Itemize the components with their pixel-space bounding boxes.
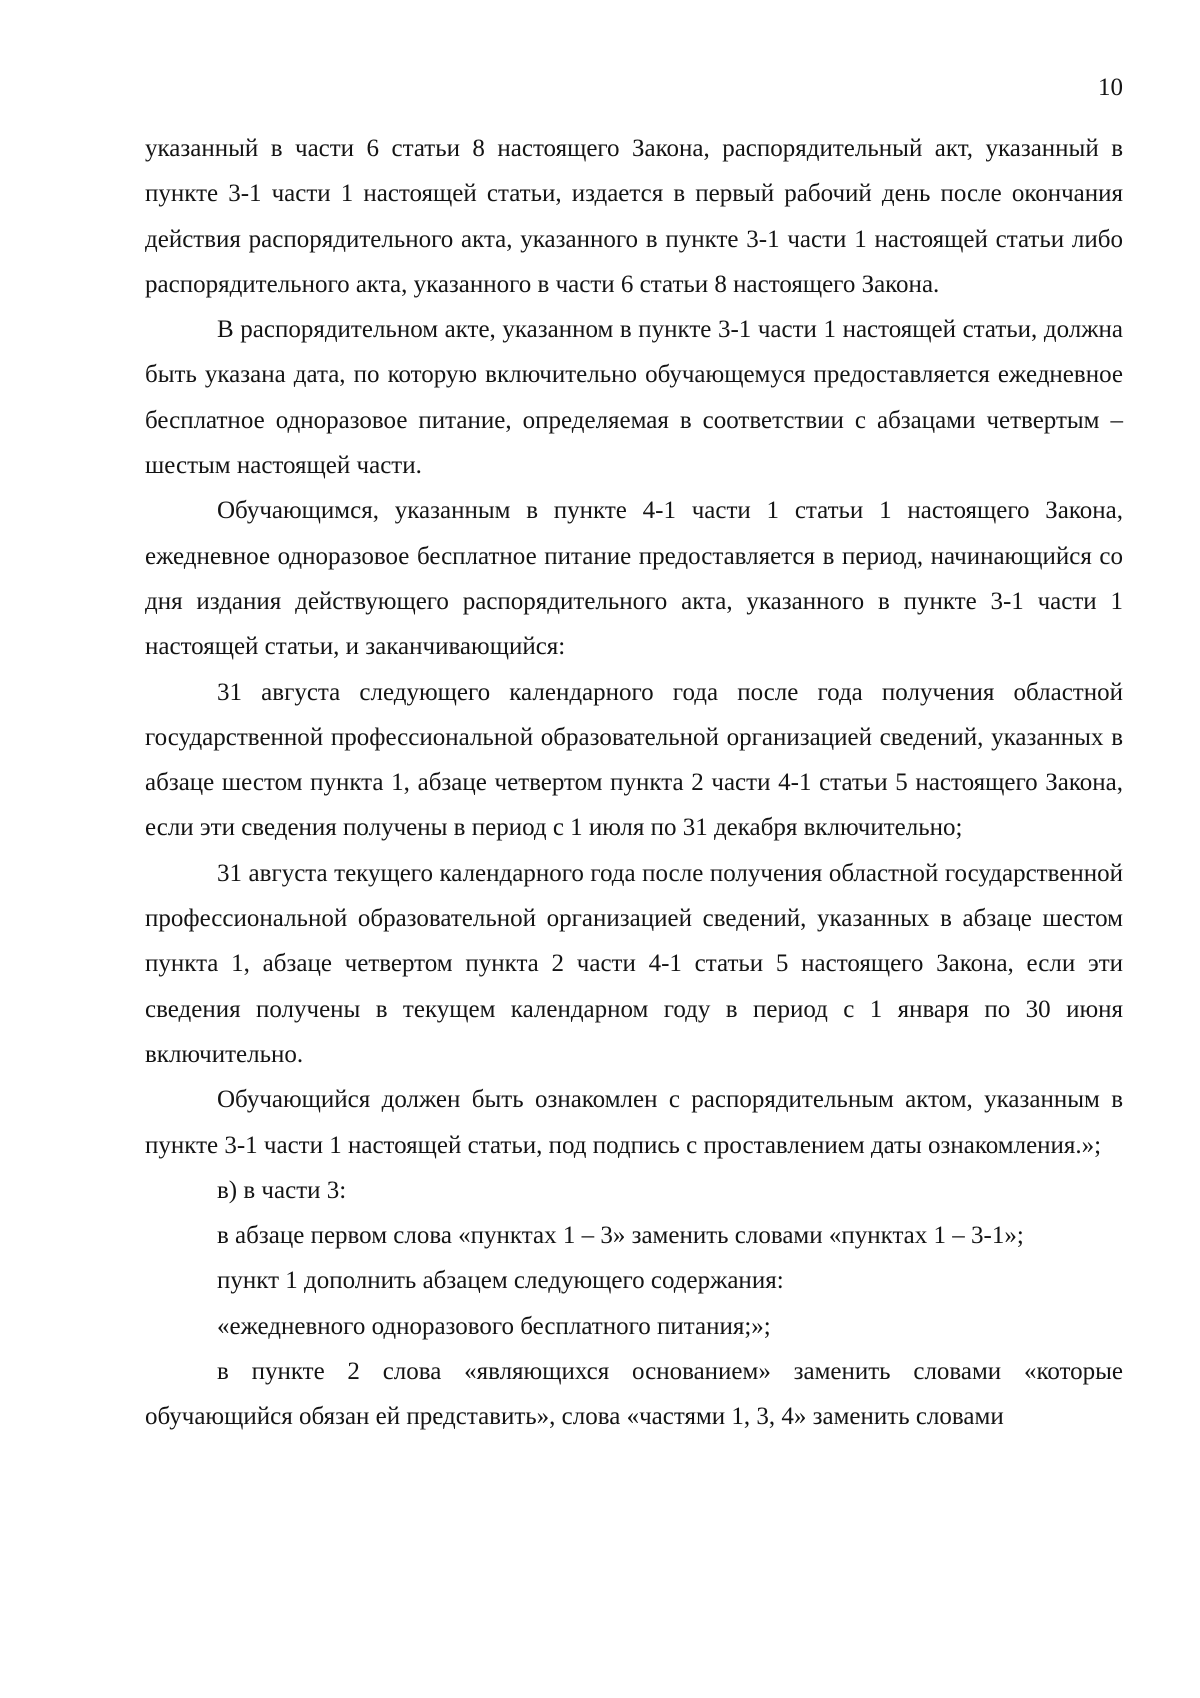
paragraph-acquaintance: Обучающийся должен быть ознакомлен с распорядительным актом, указанным в пункте 3-1 части 1 настоящей статьи, под подпись с проставлением даты ознакомления.»; <box>145 1086 1123 1159</box>
paragraph-first-abzac: в абзаце первом слова «пунктах 1 – 3» заменить словами «пунктах 1 – 3-1»; <box>217 1222 1024 1250</box>
paragraph-continuation: указанный в части 6 статьи 8 настоящего Закона, распорядительный акт, указанный в пункте 3-1 части 1 настоящей статьи, издается в первый рабочий день после окончания действия распорядительного акта, указанного в пункте 3-1 части 1 настоящей статьи либо распорядительного акта, указанного в части 6 статьи 8 настоящего Закона. <box>145 135 1123 298</box>
paragraph-part-3: в) в части 3: <box>217 1176 347 1204</box>
paragraph-item-1: пункт 1 дополнить абзацем следующего содержания: <box>217 1267 784 1295</box>
paragraph-quoted-text: «ежедневного одноразового бесплатного питания;»; <box>217 1312 771 1340</box>
document-body <box>145 126 1123 1440</box>
paragraph-august-next-year: 31 августа следующего календарного года после года получения областной государственной профессиональной образовательной организацией сведений, указанных в абзаце шестом пункта 1, абзаце четвертом пункта 2 части 4-1 статьи 5 настоящего Закона, если эти сведения получены в период с 1 июля по 31 декабря включительно; <box>145 678 1123 842</box>
paragraph-students-period: Обучающимся, указанным в пункте 4-1 части 1 статьи 1 настоящего Закона, ежедневное одноразовое бесплатное питание предоставляется в период, начинающийся со дня издания действующего распорядительного акта, указанного в пункте 3-1 части 1 настоящей статьи, и заканчивающийся: <box>145 497 1123 661</box>
paragraph-august-current-year: 31 августа текущего календарного года после получения областной государственной профессиональной образовательной организацией сведений, указанных в абзаце шестом пункта 1, абзаце четвертом пункта 2 части 4-1 статьи 5 настоящего Закона, если эти сведения получены в текущем календарном году в период с 1 января по 30 июня включительно. <box>145 859 1123 1068</box>
page-number: 10 <box>1098 74 1123 101</box>
paragraph-item-2: в пункте 2 слова «являющихся основанием» заменить словами «которые обучающийся обязан ей представить», слова «частями 1, 3, 4» заменить словами <box>145 1358 1123 1431</box>
paragraph-order-date: В распорядительном акте, указанном в пункте 3-1 части 1 настоящей статьи, должна быть указана дата, по которую включительно обучающемуся предоставляется ежедневное бесплатное одноразовое питание, определяемая в соответствии с абзацами четвертым – шестым настоящей части. <box>145 316 1123 480</box>
